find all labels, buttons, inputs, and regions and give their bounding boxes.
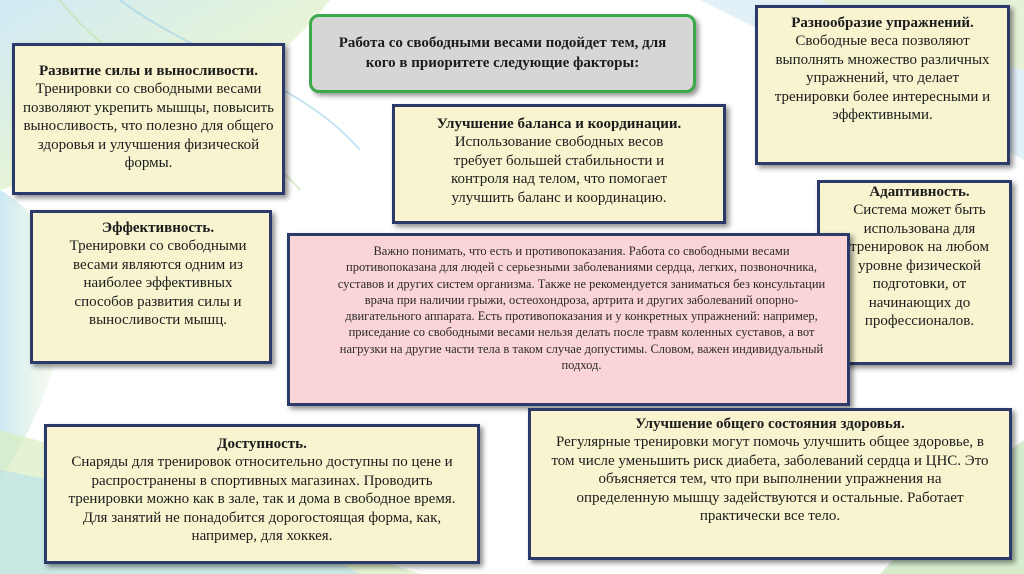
warning-text: Важно понимать, что есть и противопоказания. Работа со свободными весами противопоказана для людей с серьезными заболеваниями сердца, легких, позвоночника, суставов и других систем организма. Также не рекомендуется заниматься без консультации врача при наличии грыжи, остеохондроза, артрита и других заболеваний опорно-двигательного аппарата. Есть противопоказания и у конкретных упражнений: например, приседание со свободными весами нельзя делать после травм коленных суставов, а вот нагрузки на другие части тела в таком случае допустимы. Словом, важен индивидуальный подход.: [337, 244, 826, 372]
card-strength-title: Развитие силы и выносливости.: [38, 63, 258, 79]
card-balance: [392, 104, 726, 224]
card-strength: [12, 43, 285, 195]
card-adaptivity-body: Система может быть использована для тренировок на любом уровне физической подготовки, от начинающих до профессионалов.: [850, 202, 989, 330]
card-health: [528, 408, 1012, 560]
card-availability-title: Доступность.: [217, 436, 307, 452]
card-adaptivity-title: Адаптивность.: [869, 184, 970, 200]
card-variety: [755, 5, 1010, 165]
card-efficiency-title: Эффективность.: [101, 220, 215, 236]
card-balance-title: Улучшение баланса и координации.: [436, 116, 682, 132]
card-efficiency-body: Тренировки со свободными весами являются одним из наиболее эффективных способов развития силы и выносливости мышц.: [69, 238, 247, 329]
card-strength-body: Тренировки со свободными весами позволяют укрепить мышцы, повысить выносливость, что полезно для общего здоровья и улучшения физической формы.: [22, 81, 275, 172]
card-variety-body: Свободные веса позволяют выполнять множество различных упражнений, что делает тренировки более интересными и эффективными.: [774, 33, 991, 124]
card-availability: [44, 424, 480, 564]
slide-header-text: Работа со свободными весами подойдет тем, для кого в приоритете следующие факторы:: [338, 35, 667, 71]
warning-box: [287, 233, 850, 406]
card-availability-body: Снаряды для тренировок относительно доступны по цене и распространены в спортивных магазинах. Проводить тренировки можно как в зале, так и дома в свободное время. Для занятий не понадобится дорогостоящая форма, как, например, для хоккея.: [68, 454, 456, 545]
card-balance-body: Использование свободных весов требует большей стабильности и контроля над телом, что помогает улучшить баланс и координацию.: [450, 134, 668, 206]
card-efficiency: [30, 210, 272, 364]
slide-header-box: [309, 14, 696, 93]
card-health-body: Регулярные тренировки могут помочь улучшить общее здоровье, в том числе уменьшить риск диабета, заболеваний сердца и ЦНС. Это объясняется тем, что при выполнении упражнения на определенную мышцу задействуются и остальные. Работает практически все тело.: [551, 434, 989, 525]
card-variety-title: Разнообразие упражнений.: [791, 15, 974, 31]
card-health-title: Улучшение общего состояния здоровья.: [635, 416, 905, 432]
